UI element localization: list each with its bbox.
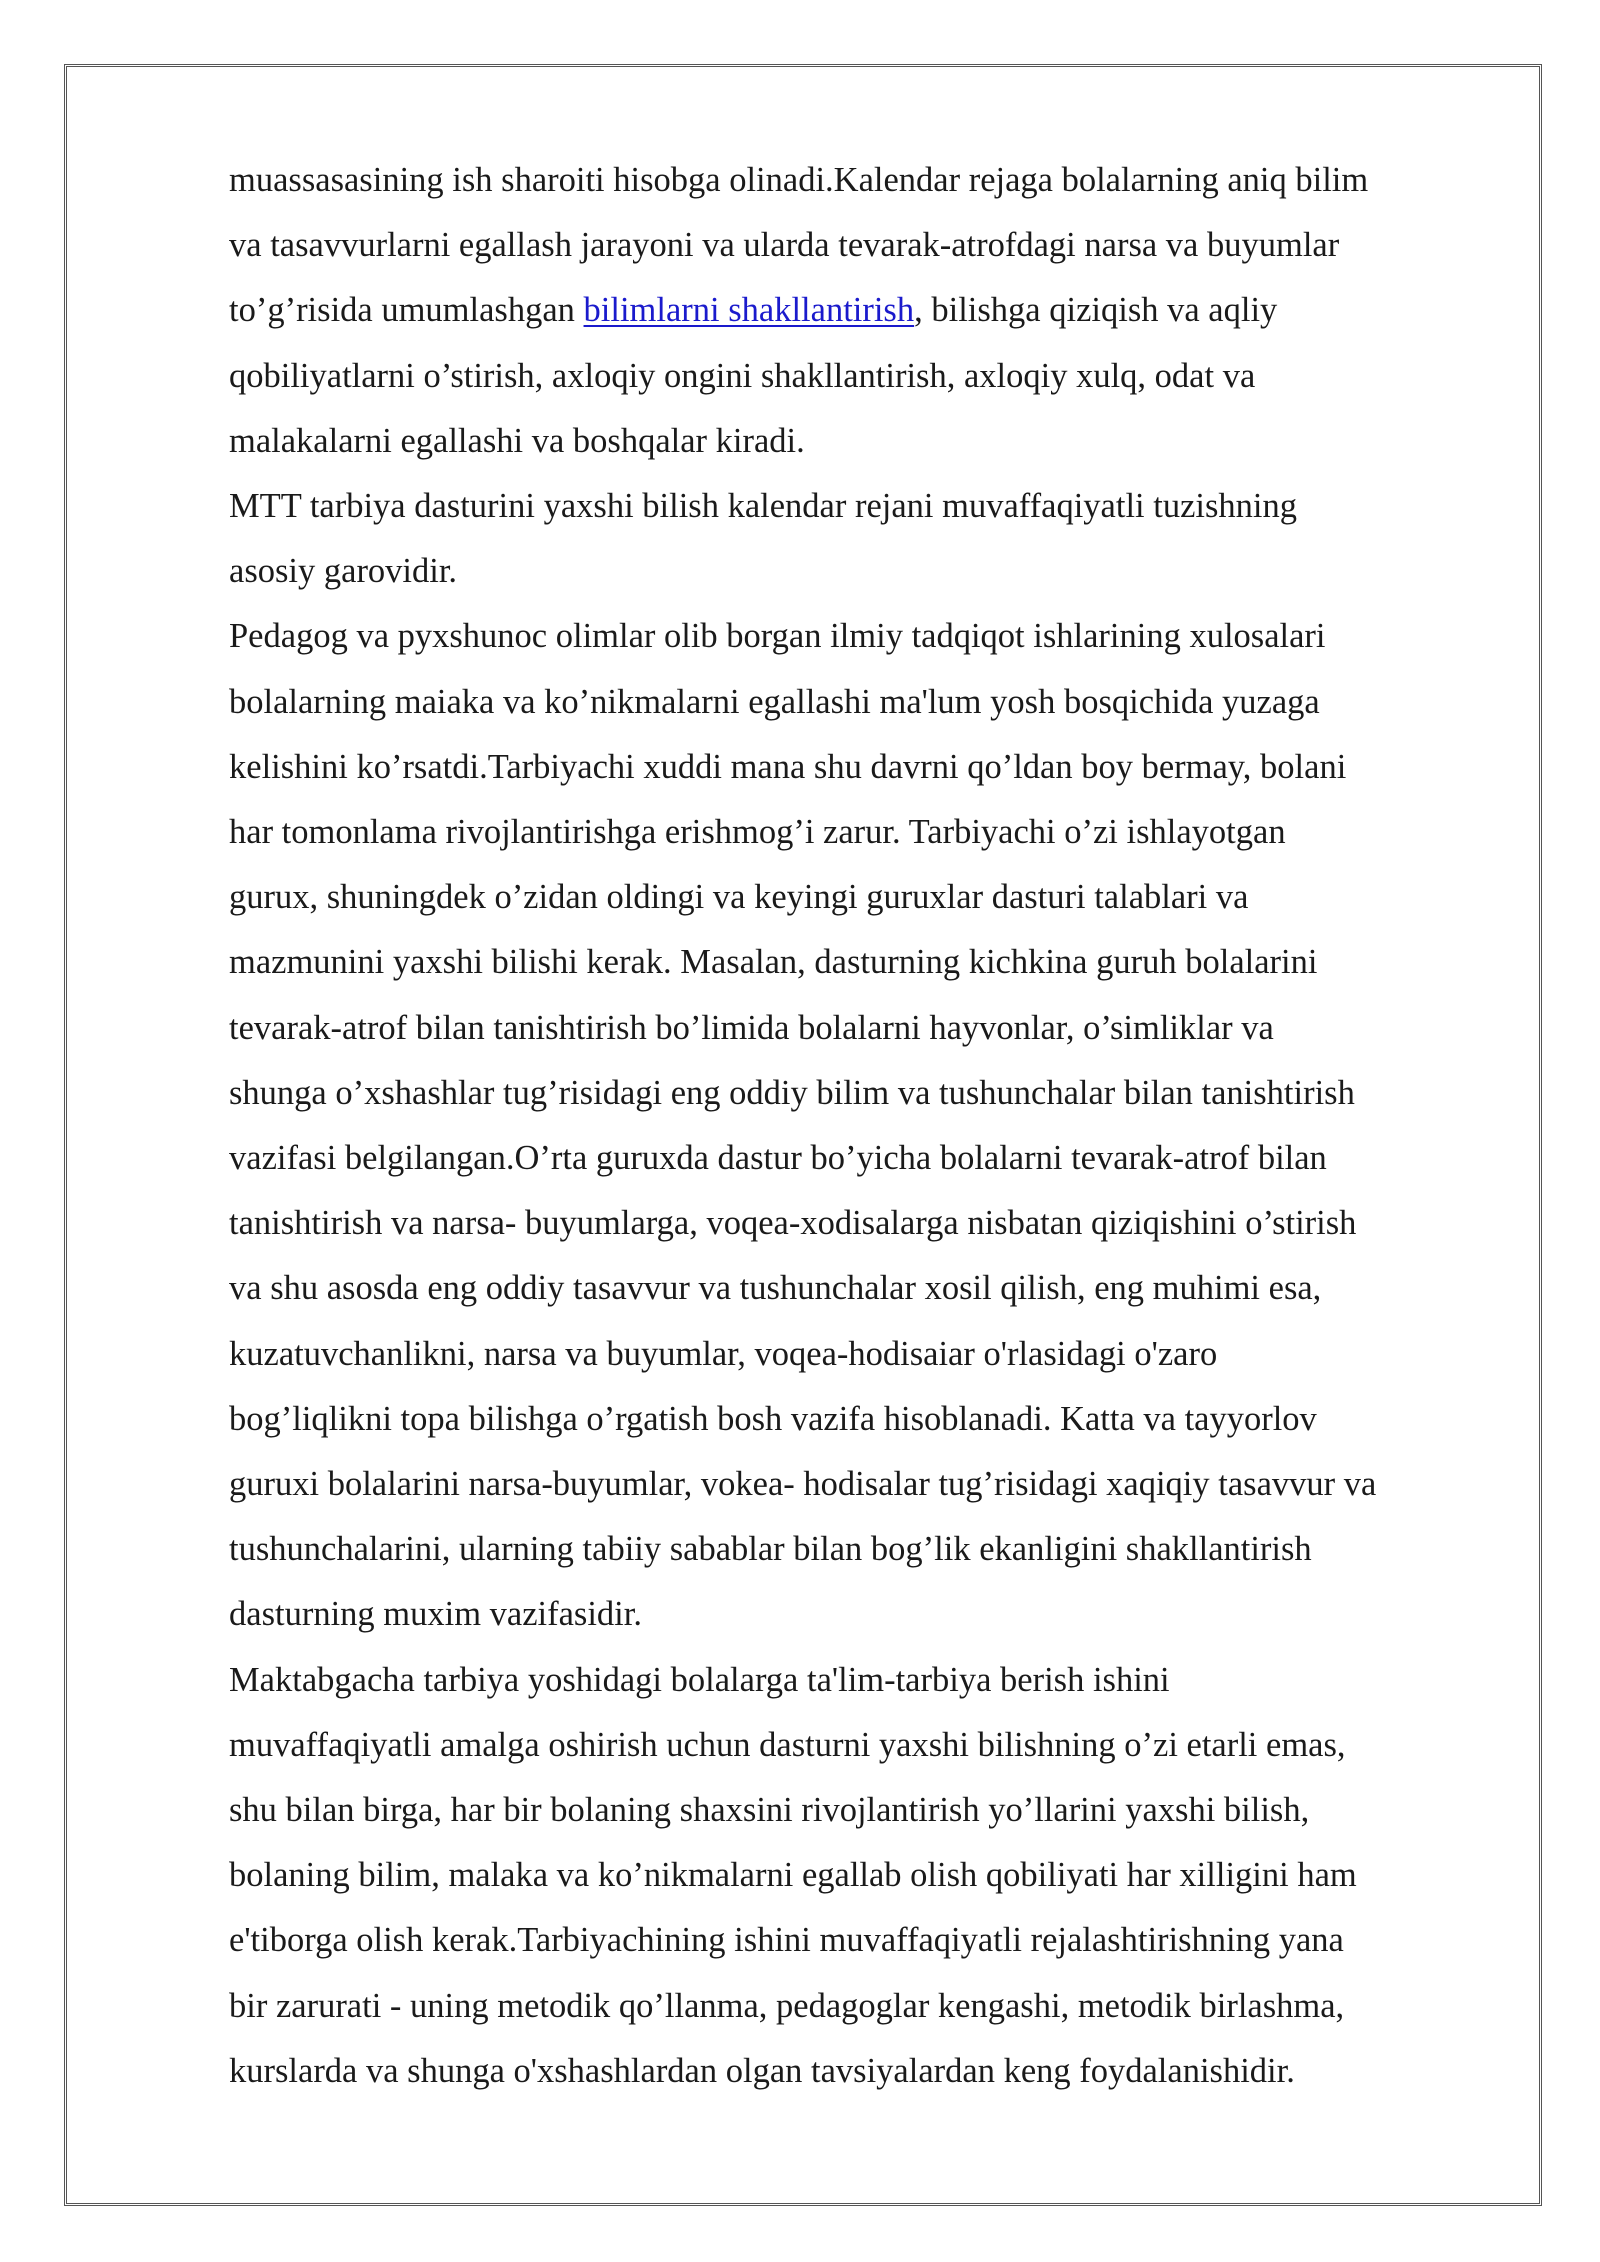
text-line: bolaning bilim, malaka va ko’nikmalarni egallab olish qobiliyati har xilligini ham	[229, 1856, 1357, 1895]
text-line: tanishtirish va narsa- buyumlarga, voqea-xodisalarga nisbatan qiziqishini o’stirish	[229, 1204, 1357, 1243]
text-line: Maktabgacha tarbiya yoshidagi bolalarga ta'lim-tarbiya berish ishini	[229, 1660, 1170, 1699]
text-line: kelishini ko’rsatdi.Tarbiyachi xuddi mana shu davrni qo’ldan boy bermay, bolani	[229, 747, 1347, 786]
text-line: bir zarurati - uning metodik qo’llanma, pedagoglar kengashi, metodik birlashma,	[229, 1986, 1345, 2025]
text-line: kuzatuvchanlikni, narsa va buyumlar, voqea-hodisaiar o'rlasidagi o'zaro	[229, 1334, 1218, 1373]
text-line: shunga o’xshashlar tug’risidagi eng oddiy bilim va tushunchalar bilan tanishtirish	[229, 1073, 1355, 1112]
text-fragment: , bilishga qiziqish va aqliy	[914, 291, 1278, 330]
text-line: asosiy garovidir.	[229, 552, 458, 591]
text-line: e'tiborga olish kerak.Tarbiyachining ishini muvaffaqiyatli rejalashtirishning yana	[229, 1921, 1344, 1960]
text-line: kurslarda va shunga o'xshashlardan olgan tavsiyalardan keng foydalanishidir.	[229, 2051, 1295, 2090]
paragraph-2	[229, 474, 1519, 604]
text-line: bolalarning maiaka va ko’nikmalarni egallashi ma'lum yosh bosqichida yuzaga	[229, 682, 1320, 721]
bilimlarni-shakllantirish-link[interactable]: bilimlarni shakllantirish	[583, 291, 915, 330]
paragraph-3	[229, 604, 1519, 1647]
text-line: bog’liqlikni topa bilishga o’rgatish bosh vazifa hisoblanadi. Katta va tayyorlov	[229, 1399, 1317, 1438]
paragraph-4	[229, 1648, 1519, 2104]
text-line: gurux, shuningdek o’zidan oldingi va keyingi guruxlar dasturi talablari va	[229, 878, 1249, 917]
text-line: qobiliyatlarni o’stirish, axloqiy ongini shakllantirish, axloqiy xulq, odat va	[229, 356, 1256, 395]
text-line: har tomonlama rivojlantirishga erishmog’i zarur. Tarbiyachi o’zi ishlayotgan	[229, 813, 1286, 852]
text-line: MTT tarbiya dasturini yaxshi bilish kalendar rejani muvaffaqiyatli tuzishning	[229, 487, 1297, 526]
text-line: va tasavvurlarni egallash jarayoni va ularda tevarak-atrofdagi narsa va buyumlar	[229, 226, 1340, 265]
text-line: mazmunini yaxshi bilishi kerak. Masalan, dasturning kichkina guruh bolalarini	[229, 943, 1318, 982]
text-fragment: to’g’risida umumlashgan	[229, 291, 584, 330]
text-line: muassasasining ish sharoiti hisobga olinadi.Kalendar rejaga bolalarning aniq bilim	[229, 161, 1369, 199]
document-body	[229, 148, 1519, 2104]
text-line: muvaffaqiyatli amalga oshirish uchun dasturni yaxshi bilishning o’zi etarli emas,	[229, 1725, 1346, 1764]
text-line: shu bilan birga, har bir bolaning shaxsini rivojlantirish yo’llarini yaxshi bilish,	[229, 1791, 1310, 1830]
text-line: tevarak-atrof bilan tanishtirish bo’limida bolalarni hayvonlar, o’simliklar va	[229, 1008, 1274, 1047]
text-line: va shu asosda eng oddiy tasavvur va tushunchalar xosil qilish, eng muhimi esa,	[229, 1269, 1322, 1308]
text-line: malakalarni egallashi va boshqalar kiradi.	[229, 421, 805, 460]
text-line-with-link	[229, 278, 1519, 343]
text-line: tushunchalarini, ularning tabiiy sabablar bilan bog’lik ekanligini shakllantirish	[229, 1530, 1312, 1569]
text-line: Pedagog va pyxshunoc olimlar olib borgan ilmiy tadqiqot ishlarining xulosalari	[229, 617, 1326, 656]
text-line: dasturning muxim vazifasidir.	[229, 1595, 642, 1634]
text-line: guruxi bolalarini narsa-buyumlar, vokea- hodisalar tug’risidagi xaqiqiy tasavvur va	[229, 1465, 1377, 1504]
paragraph-1	[229, 148, 1519, 474]
text-line: vazifasi belgilangan.O’rta guruxda dastur bo’yicha bolalarni tevarak-atrof bilan	[229, 1139, 1327, 1178]
